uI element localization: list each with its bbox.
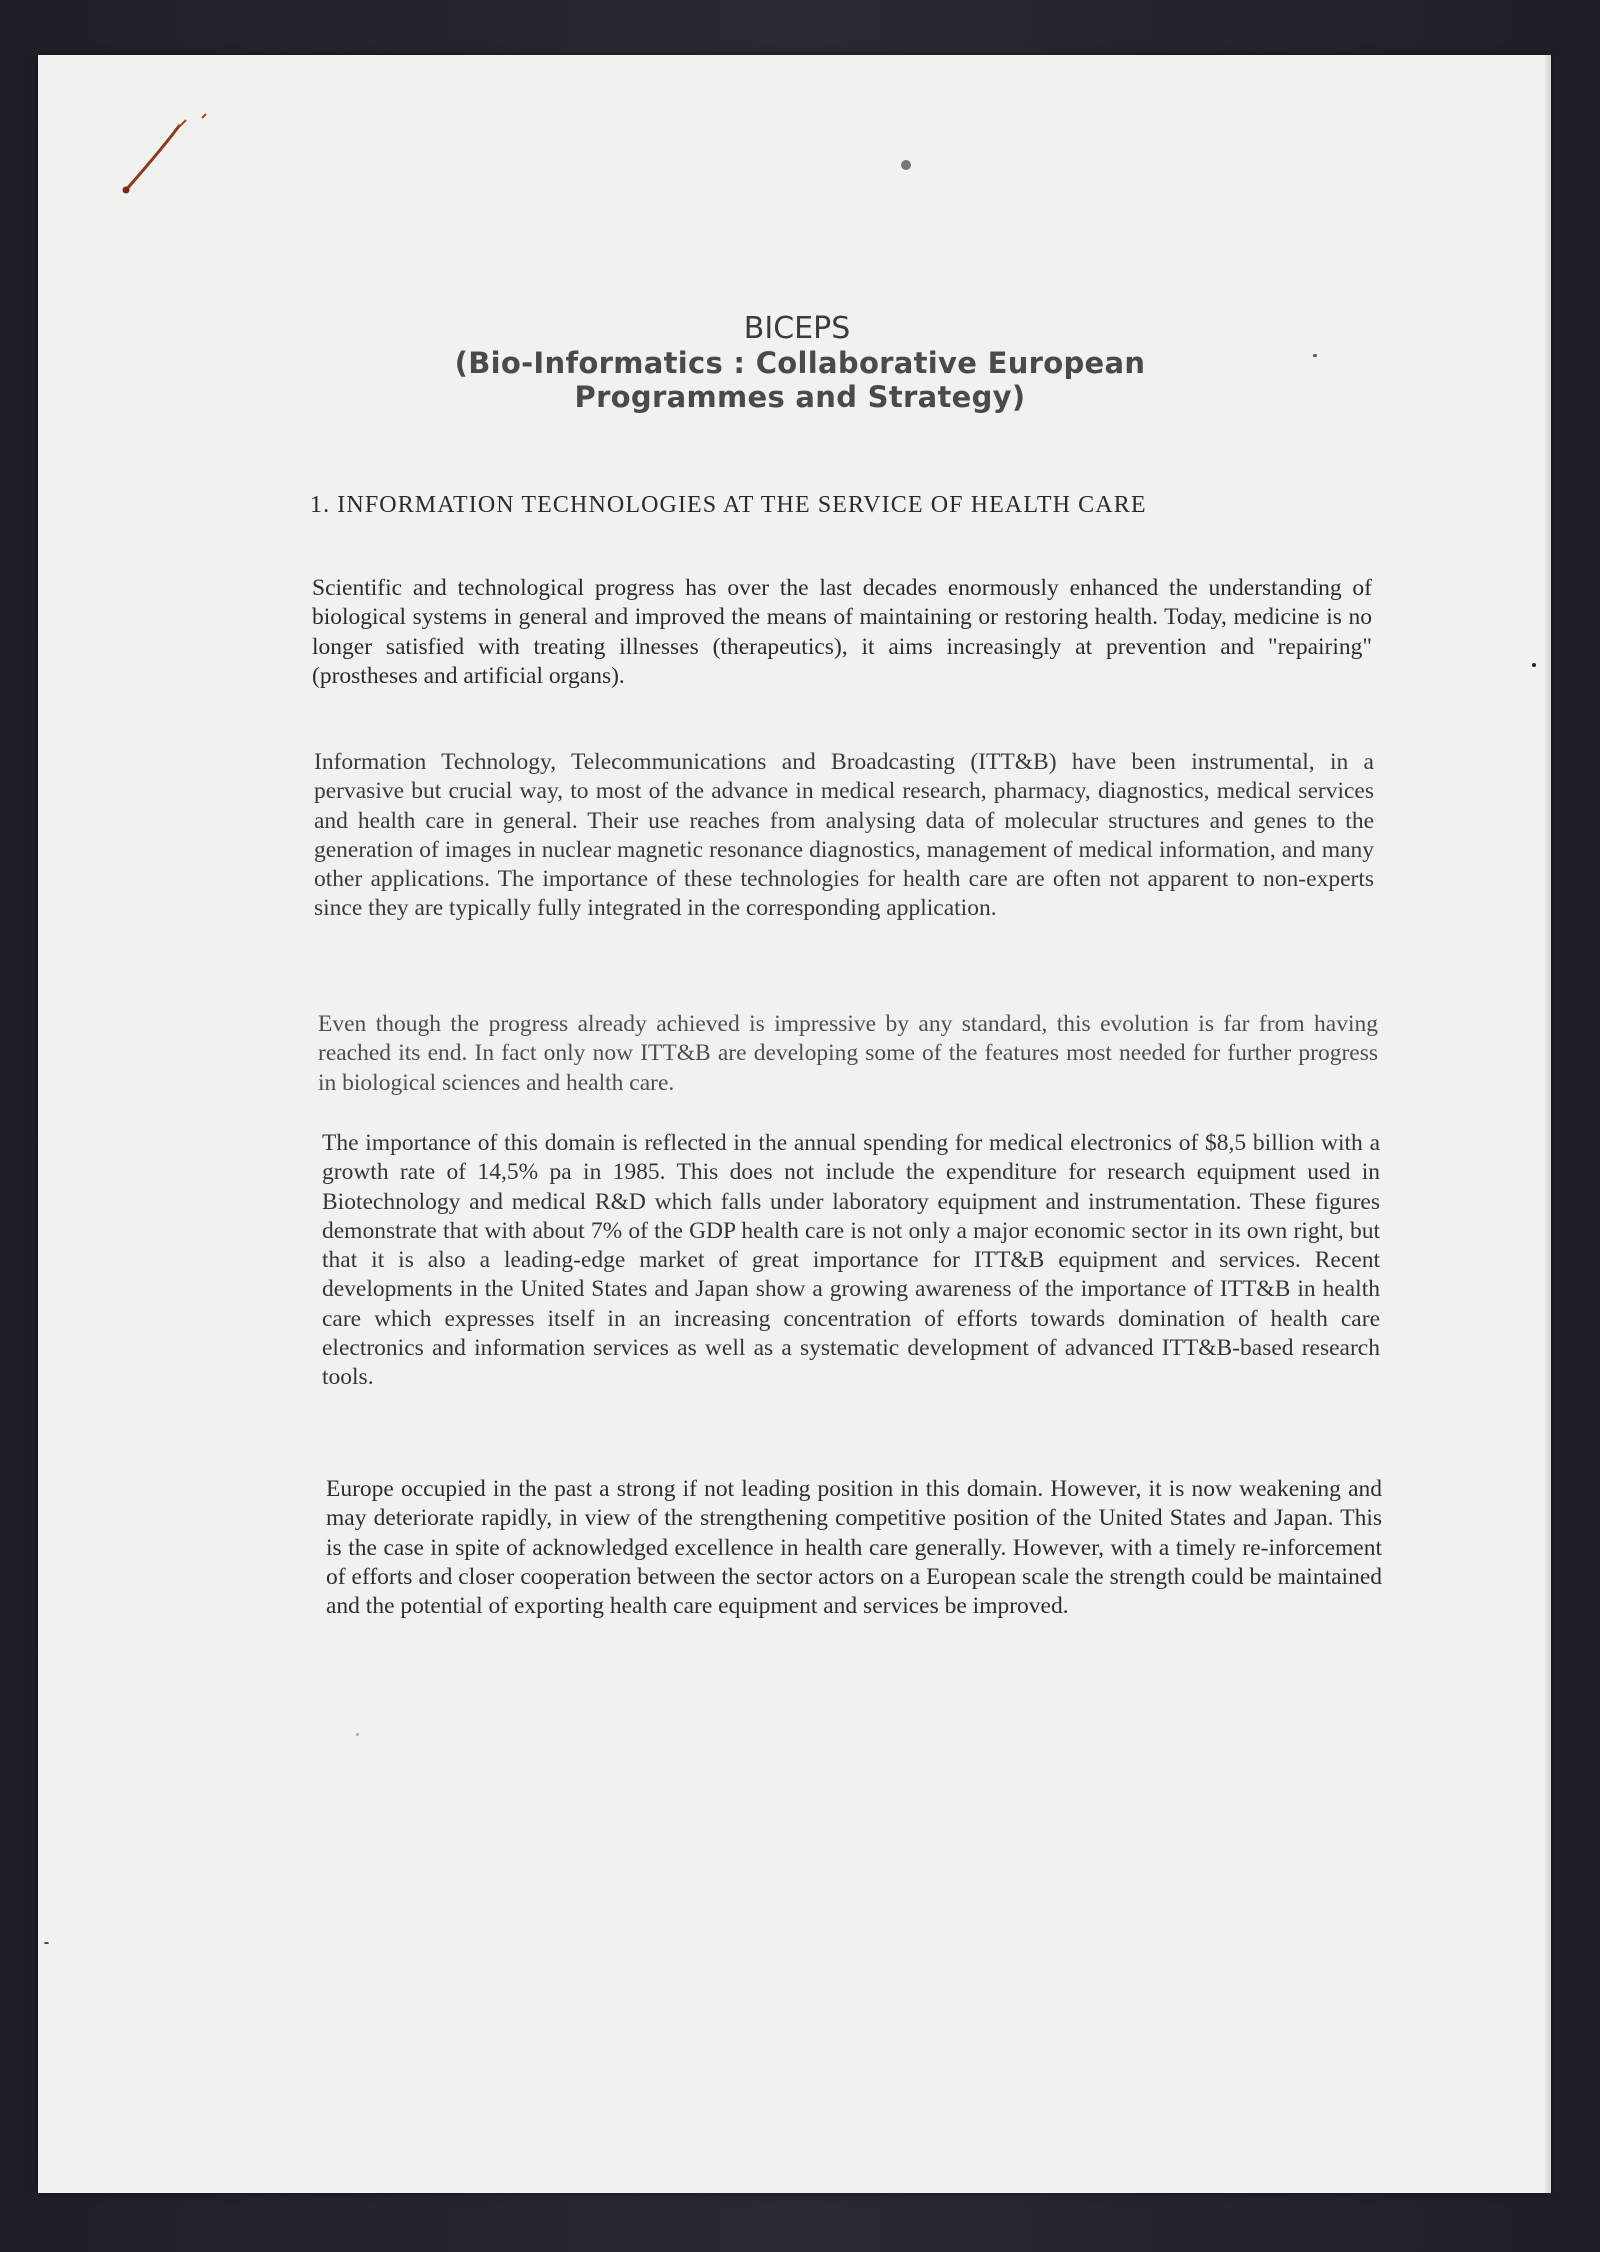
paper-speck: [44, 1942, 49, 1944]
paragraph-3: Even though the progress already achieved is impressive by any standard, this evolution is far from having reached its end. In fact only now ITT&B are developing some of the features most needed for further progress in biological sciences and health care.: [318, 1011, 1378, 1096]
document-title: BICEPS: [743, 311, 851, 346]
paper-speck: [901, 160, 911, 170]
paper-speck: [356, 1733, 359, 1736]
document-subtitle-line-2: Programmes and Strategy): [574, 380, 1026, 414]
pen-mark-icon: [118, 110, 218, 200]
paragraph-5: Europe occupied in the past a strong if not leading position in this domain. However, it is now weakening and may deteriorate rapidly, in view of the strengthening competitive position of the United States and Japan. This is the case in spite of acknowledged excellence in health care generally. However, with a timely re-inforcement of efforts and closer cooperation between the sector actors on a European scale the strength could be maintained and the potential of exporting health care equipment and services be improved.: [326, 1476, 1382, 1620]
document-subtitle-line-1: (Bio-Informatics : Collaborative European: [454, 346, 1146, 380]
paper-speck: [1532, 663, 1536, 667]
paragraph-2: Information Technology, Telecommunications and Broadcasting (ITT&B) have been instrumental, in a pervasive but crucial way, to most of the advance in medical research, pharmacy, diagnostics, medical services and health care in general. Their use reaches from analysing data of molecular structures and genes to the generation of images in nuclear magnetic resonance diagnostics, management of medical information, and many other applications. The importance of these technologies for health care are often not apparent to non-experts since they are typically fully integrated in the corresponding application.: [314, 749, 1374, 922]
paragraph-4: The importance of this domain is reflected in the annual spending for medical electronics of $8,5 billion with a growth rate of 14,5% pa in 1985. This does not include the expenditure for research equipment used in Biotechnology and medical R&D which falls under laboratory equipment and instrumentation. These figures demonstrate that with about 7% of the GDP health care is not only a major economic sector in its own right, but that it is also a leading-edge market of great importance for ITT&B equipment and services. Recent developments in the United States and Japan show a growing awareness of the importance of ITT&B in health care which expresses itself in an increasing concentration of efforts towards domination of health care electronics and information services as well as a systematic development of advanced ITT&B-based research tools.: [322, 1130, 1380, 1391]
document-header: [0, 312, 1600, 414]
section-heading: 1. INFORMATION TECHNOLOGIES AT THE SERVICE OF HEALTH CARE: [310, 492, 1147, 518]
paragraph-1: Scientific and technological progress has over the last decades enormously enhanced the understanding of biological systems in general and improved the means of maintaining or restoring health. Today, medicine is no longer satisfied with treating illnesses (therapeutics), it aims increasingly at prevention and "repairing" (prostheses and artificial organs).: [312, 575, 1372, 689]
